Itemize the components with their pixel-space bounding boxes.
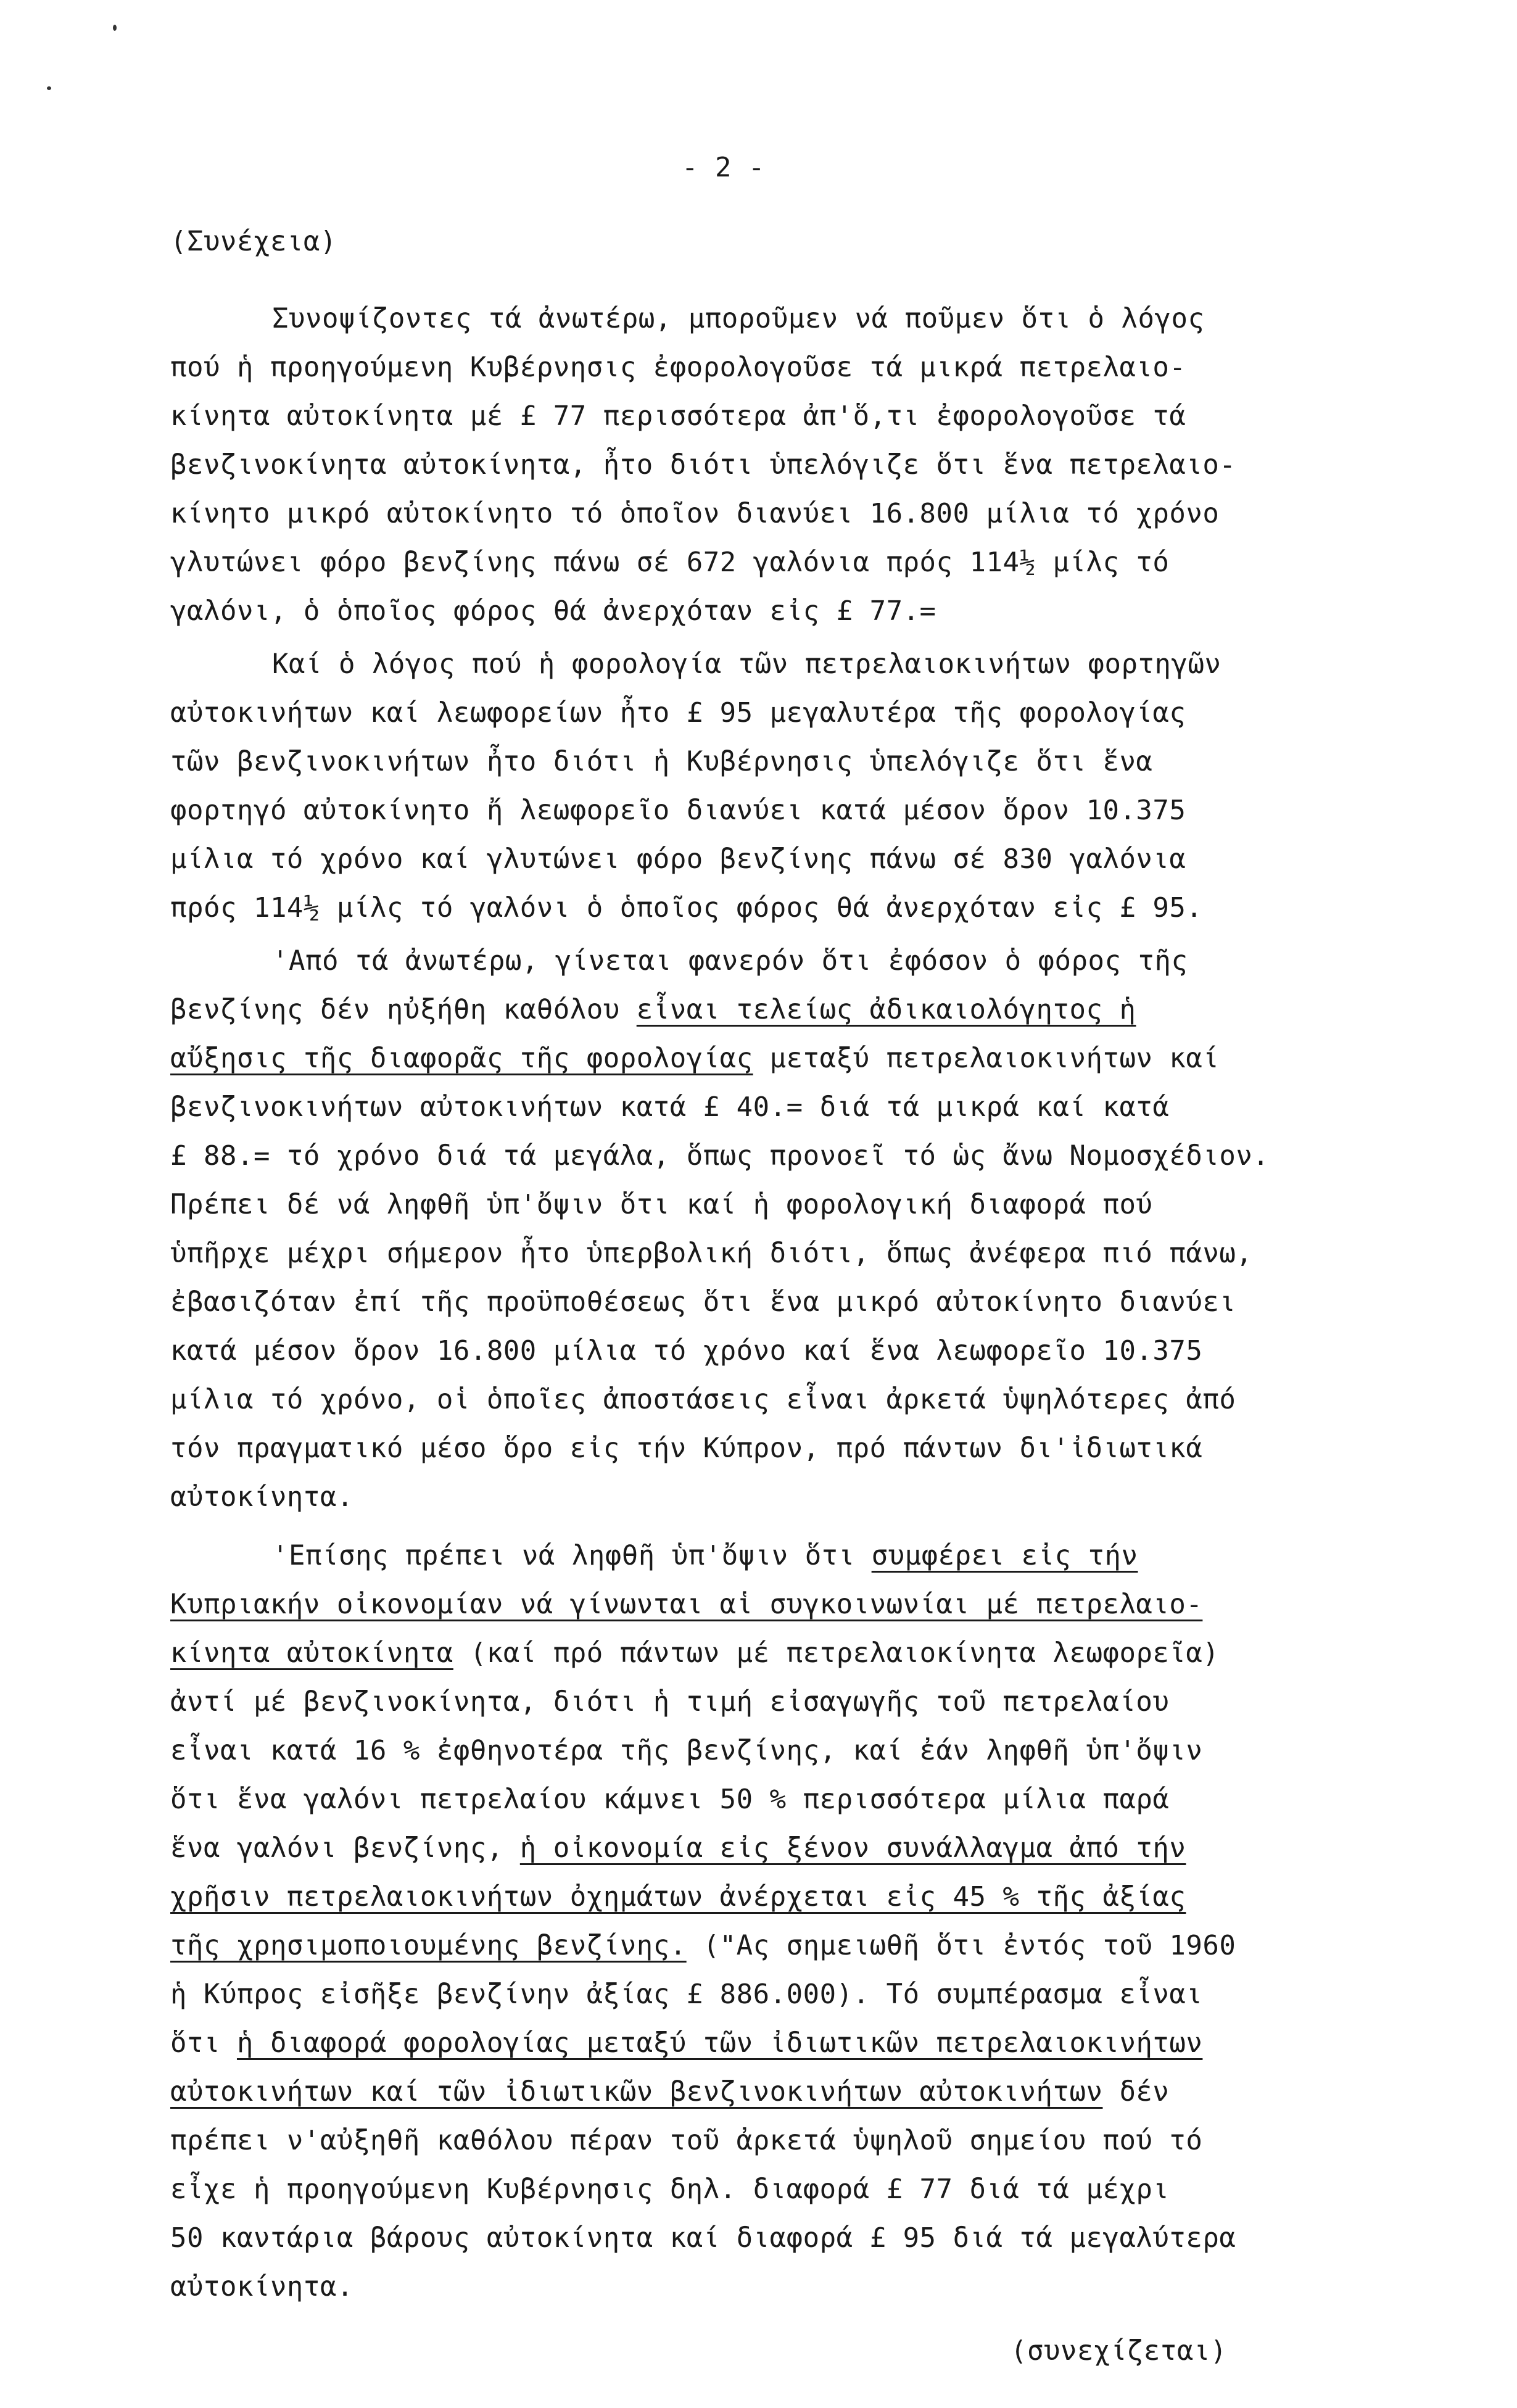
paragraph-line (170, 1635, 1219, 1672)
paragraph-line: αὐτοκίνητα. (170, 1481, 353, 1513)
paragraph-line: μίλια τό χρόνο καί γλυτώνει φόρο βενζίνης πάνω σέ 830 γαλόνια (170, 843, 1186, 875)
continuation-heading: (Συνέχεια) (170, 226, 337, 257)
paragraph-line: τῶν βενζινοκινήτων ἦτο διότι ἡ Κυβέρνησις ὑπελόγιζε ὅτι ἕνα (170, 746, 1153, 777)
underlined-text: εἶναι τελείως ἀδικαιολόγητος ἡ (636, 994, 1136, 1025)
paragraph-line: 50 καντάρια βάρους αὐτοκίνητα καί διαφορά £ 95 διά τά μεγαλύτερα (170, 2222, 1236, 2254)
paragraph-line: βενζινοκινήτων αὐτοκινήτων κατά £ 40.= διά τά μικρά καί κατά (170, 1091, 1170, 1123)
paragraph-line: Πρέπει δέ νά ληφθῆ ὑπ'ὄψιν ὅτι καί ἡ φορολογική διαφορά πού (170, 1189, 1153, 1220)
text-run: 'Επίσης πρέπει νά ληφθῆ ὑπ'ὄψιν ὅτι (272, 1540, 872, 1571)
paragraph-line: βενζινοκίνητα αὐτοκίνητα, ἦτο διότι ὑπελόγιζε ὅτι ἕνα πετρελαιο- (170, 449, 1236, 481)
paragraph-line (170, 2074, 1169, 2111)
text-run: βενζίνης δέν ηὐξήθη καθόλου (170, 994, 637, 1025)
text-run: ἕνα γαλόνι βενζίνης, (170, 1832, 520, 1864)
paragraph-line: φορτηγό αὐτοκίνητο ἤ λεωφορεῖο διανύει κατά μέσον ὅρον 10.375 (170, 795, 1186, 826)
underlined-text: συμφέρει εἰς τήν (871, 1540, 1138, 1571)
paragraph-line: ἐβασιζόταν ἐπί τῆς προϋποθέσεως ὅτι ἕνα μικρό αὐτοκίνητο διανύει (170, 1286, 1236, 1318)
paragraph-line: πού ἡ προηγούμενη Κυβέρνησις ἐφορολογοῦσε τά μικρά πετρελαιο- (170, 352, 1186, 383)
underlined-text: τῆς χρησιμοποιουμένης βενζίνης. (170, 1930, 687, 1961)
paragraph-line (170, 991, 1136, 1028)
paragraph-line: £ 88.= τό χρόνο διά τά μεγάλα, ὅπως προνοεῖ τό ὡς ἄνω Νομοσχέδιον. (170, 1140, 1270, 1172)
underlined-text: ἡ διαφορά φορολογίας μεταξύ τῶν ἰδιωτικῶν πετρελαιοκινήτων (236, 2027, 1203, 2059)
paragraph-line: εἶχε ἡ προηγούμενη Κυβέρνησις δηλ. διαφορά £ 77 διά τά μέχρι (170, 2174, 1170, 2205)
paragraph-line: πρέπει ν'αὐξηθῆ καθόλου πέραν τοῦ ἀρκετά ὑψηλοῦ σημείου πού τό (170, 2125, 1203, 2156)
underlined-text: αὔξησις τῆς διαφορᾶς τῆς φορολογίας (170, 1043, 753, 1074)
paragraph-line: γαλόνι, ὁ ὁποῖος φόρος θά ἀνερχόταν εἰς £ 77.= (170, 595, 936, 627)
underlined-text: αὐτοκινήτων καί τῶν ἰδιωτικῶν βενζινοκινήτων αὐτοκινήτων (170, 2076, 1103, 2108)
paragraph-line: αὐτοκίνητα. (170, 2271, 353, 2302)
paragraph-line (170, 1879, 1186, 1916)
scan-speck (113, 25, 117, 31)
paragraph-line: κατά μέσον ὅρον 16.800 μίλια τό χρόνο καί ἕνα λεωφορεῖο 10.375 (170, 1335, 1203, 1367)
paragraph-line: τόν πραγματικό μέσο ὅρο εἰς τήν Κύπρον, πρό πάντων δι'ἰδιωτικά (170, 1433, 1203, 1464)
continued-note: (συνεχίζεται) (1011, 2335, 1227, 2367)
text-run: ὅτι (170, 2027, 237, 2059)
paragraph-line: ἡ Κύπρος εἰσῆξε βενζίνην ἀξίας £ 886.000). Τό συμπέρασμα εἶναι (170, 1979, 1203, 2010)
underlined-text: κίνητα αὐτοκίνητα (170, 1637, 453, 1669)
paragraph-line (170, 1927, 1236, 1964)
paragraph-line: Συνοψίζοντες τά ἀνωτέρω, μποροῦμεν νά ποῦμεν ὅτι ὁ λόγος (272, 303, 1205, 334)
text-run: (καί πρό πάντων μέ πετρελαιοκίνητα λεωφορεῖα) (453, 1637, 1220, 1669)
paragraph-line: αὐτοκινήτων καί λεωφορείων ἦτο £ 95 μεγαλυτέρα τῆς φορολογίας (170, 697, 1186, 729)
paragraph-line (170, 2025, 1202, 2062)
page-number: - 2 - (682, 152, 765, 183)
text-run: ("Ας σημειωθῆ ὅτι ἐντός τοῦ 1960 (686, 1930, 1236, 1961)
paragraph-line: κίνητα αὐτοκίνητα μέ £ 77 περισσότερα ἀπ'ὅ,τι ἐφορολογοῦσε τά (170, 400, 1186, 432)
paragraph-line: ἀντί μέ βενζινοκίνητα, διότι ἡ τιμή εἰσαγωγῆς τοῦ πετρελαίου (170, 1686, 1170, 1718)
paragraph-line (170, 1830, 1186, 1867)
underlined-text: Κυπριακήν οἰκονομίαν νά γίνωνται αἱ συγκοινωνίαι μέ πετρελαιο- (170, 1589, 1203, 1620)
paragraph-line: γλυτώνει φόρο βενζίνης πάνω σέ 672 γαλόνια πρός 114½ μίλς τό (170, 547, 1170, 578)
underlined-text: χρῆσιν πετρελαιοκινήτων ὀχημάτων ἀνέρχεται εἰς 45 % τῆς ἀξίας (170, 1881, 1186, 1913)
paragraph-line: μίλια τό χρόνο, οἱ ὁποῖες ἀποστάσεις εἶναι ἀρκετά ὑψηλότερες ἀπό (170, 1384, 1236, 1415)
paragraph-line: κίνητο μικρό αὐτοκίνητο τό ὁποῖον διανύει 16.800 μίλια τό χρόνο (170, 498, 1220, 529)
underlined-text: ἡ οἰκονομία εἰς ξένον συνάλλαγμα ἀπό τήν (519, 1832, 1186, 1864)
paragraph-line (170, 1040, 1219, 1077)
paragraph-line: ὑπῆρχε μέχρι σήμερον ἦτο ὑπερβολική διότι, ὅπως ἀνέφερα πιό πάνω, (170, 1238, 1253, 1269)
text-run: δέν (1102, 2076, 1170, 2108)
paragraph-line: 'Από τά ἀνωτέρω, γίνεται φανερόν ὅτι ἐφόσον ὁ φόρος τῆς (272, 945, 1188, 977)
scan-speck (47, 86, 51, 90)
paragraph-line: εἶναι κατά 16 % ἐφθηνοτέρα τῆς βενζίνης, καί ἐάν ληφθῆ ὑπ'ὄψιν (170, 1735, 1203, 1766)
paragraph-line: πρός 114½ μίλς τό γαλόνι ὁ ὁποῖος φόρος θά ἀνερχόταν εἰς £ 95. (170, 892, 1203, 924)
paragraph-line (272, 1537, 1138, 1574)
text-run: μεταξύ πετρελαιοκινήτων καί (753, 1043, 1220, 1074)
paragraph-line: ὅτι ἕνα γαλόνι πετρελαίου κάμνει 50 % περισσότερα μίλια παρά (170, 1784, 1170, 1815)
paragraph-line (170, 1586, 1202, 1623)
paragraph-line: Καί ὁ λόγος πού ἡ φορολογία τῶν πετρελαιοκινήτων φορτηγῶν (272, 648, 1221, 680)
